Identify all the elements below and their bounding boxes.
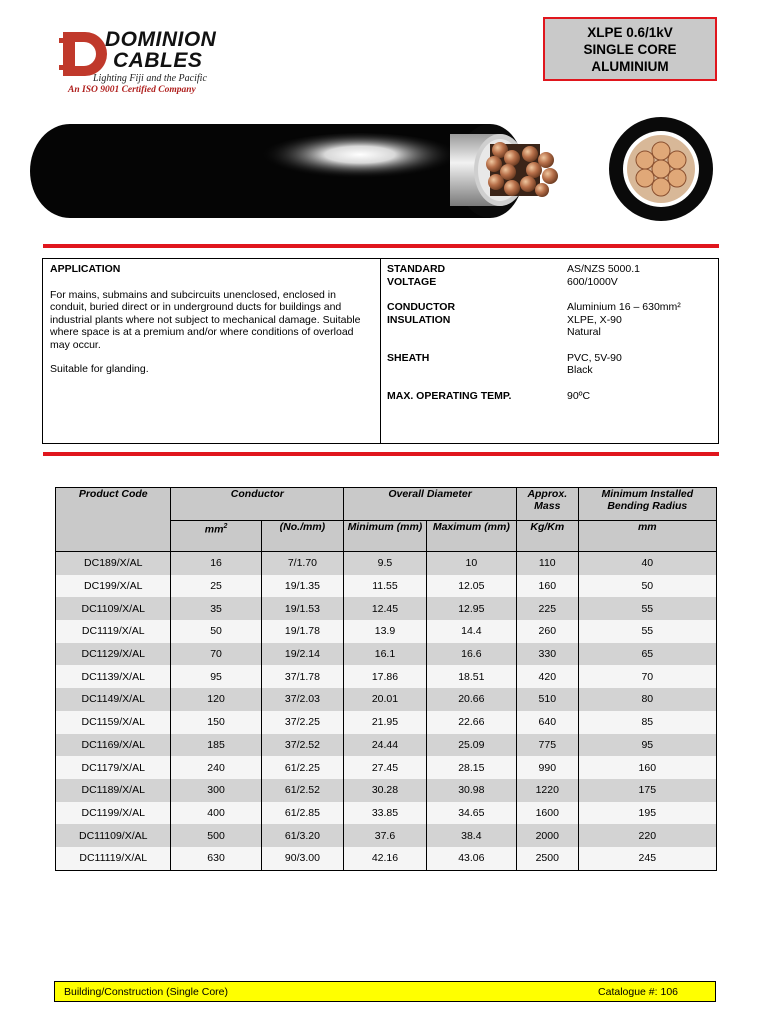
spec-value: Natural <box>567 326 601 338</box>
table-row <box>56 575 717 598</box>
header-kgkm: Kg/Km <box>516 521 578 552</box>
table-cell: 24.44 <box>344 734 427 757</box>
table-cell: 22.66 <box>426 711 516 734</box>
table-cell: 37.6 <box>344 824 427 847</box>
spec-voltage <box>387 276 717 289</box>
table-cell: 19/2.14 <box>261 643 344 666</box>
header-minimum: Minimum (mm) <box>344 521 427 552</box>
spec-label: VOLTAGE <box>387 275 437 288</box>
table-cell: 42.16 <box>344 847 427 870</box>
table-row <box>56 688 717 711</box>
table-cell: 50 <box>171 620 261 643</box>
table-cell: 20.01 <box>344 688 427 711</box>
table-cell: 25.09 <box>426 734 516 757</box>
application-heading: APPLICATION <box>50 263 121 275</box>
table-cell: 70 <box>171 643 261 666</box>
footer-catalogue-number: Catalogue #: 106 <box>598 986 678 998</box>
table-row <box>56 802 717 825</box>
table-cell: 17.86 <box>344 665 427 688</box>
header-product-code: Product Code <box>56 488 171 552</box>
logo-name-line1: DOMINION <box>105 28 217 51</box>
header-mm2 <box>171 521 261 552</box>
spec-value: XLPE, X-90 <box>567 313 622 326</box>
table-cell: 25 <box>171 575 261 598</box>
table-cell: 55 <box>578 597 716 620</box>
table-cell: 20.66 <box>426 688 516 711</box>
table-row <box>56 734 717 757</box>
spec-value: Aluminium 16 – 630mm² <box>567 301 681 313</box>
spec-label: STANDARD <box>387 263 446 275</box>
table-cell: 61/3.20 <box>261 824 344 847</box>
product-code-cell: DC189/X/AL <box>56 552 171 575</box>
product-code-cell: DC11119/X/AL <box>56 847 171 870</box>
header-mm: mm <box>578 521 716 552</box>
table-cell: 33.85 <box>344 802 427 825</box>
table-cell: 10 <box>426 552 516 575</box>
cable-side-illustration <box>30 120 570 220</box>
product-code-cell: DC1199/X/AL <box>56 802 171 825</box>
table-cell: 7/1.70 <box>261 552 344 575</box>
table-cell: 37/2.03 <box>261 688 344 711</box>
spec-label: MAX. OPERATING TEMP. <box>387 389 512 402</box>
table-cell: 19/1.53 <box>261 597 344 620</box>
spec-sheath-colour <box>387 364 717 377</box>
table-cell: 95 <box>578 734 716 757</box>
table-cell: 95 <box>171 665 261 688</box>
table-cell: 185 <box>171 734 261 757</box>
table-cell: 9.5 <box>344 552 427 575</box>
table-cell: 260 <box>516 620 578 643</box>
application-glanding: Suitable for glanding. <box>50 363 149 375</box>
table-cell: 420 <box>516 665 578 688</box>
spec-value: 600/1000V <box>567 275 618 288</box>
info-box <box>42 258 719 444</box>
table-row <box>56 620 717 643</box>
cable-specification-table <box>55 487 717 871</box>
spec-standard <box>387 263 717 276</box>
header-approx-mass: Approx. Mass <box>516 488 578 521</box>
product-code-cell: DC1129/X/AL <box>56 643 171 666</box>
red-divider-bottom <box>43 452 719 456</box>
application-text: For mains, submains and subcircuits unenclosed, enclosed in conduit, buried direct or in underground ducts for buildings and industrial plants where not subject to mechanical damage. Suitable where space is at a premium and/or where conditions of overload may occur. <box>50 288 361 351</box>
product-title-box <box>543 17 717 81</box>
table-cell: 19/1.78 <box>261 620 344 643</box>
cable-cross-section <box>608 116 714 222</box>
table-cell: 110 <box>516 552 578 575</box>
title-line2: SINGLE CORE <box>583 42 677 57</box>
table-cell: 19/1.35 <box>261 575 344 598</box>
table-cell: 775 <box>516 734 578 757</box>
table-cell: 12.45 <box>344 597 427 620</box>
spec-conductor <box>387 301 717 314</box>
spec-value: AS/NZS 5000.1 <box>567 263 640 275</box>
table-cell: 28.15 <box>426 756 516 779</box>
table-cell: 38.4 <box>426 824 516 847</box>
header-conductor: Conductor <box>171 488 344 521</box>
header-mm2-sup: 2 <box>223 523 228 530</box>
table-row <box>56 824 717 847</box>
table-cell: 330 <box>516 643 578 666</box>
table-row <box>56 597 717 620</box>
spec-sheath <box>387 352 717 365</box>
table-cell: 27.45 <box>344 756 427 779</box>
footer-bar <box>54 981 716 1002</box>
spec-label: CONDUCTOR <box>387 301 456 313</box>
table-cell: 160 <box>516 575 578 598</box>
table-row <box>56 552 717 575</box>
table-cell: 11.55 <box>344 575 427 598</box>
spec-value: PVC, 5V-90 <box>567 351 622 364</box>
table-cell: 16.6 <box>426 643 516 666</box>
header-maximum: Maximum (mm) <box>426 521 516 552</box>
table-cell: 2500 <box>516 847 578 870</box>
table-cell: 245 <box>578 847 716 870</box>
spec-value: Black <box>567 364 593 376</box>
table-row <box>56 643 717 666</box>
logo-iso: An ISO 9001 Certified Company <box>68 85 196 95</box>
table-cell: 37/1.78 <box>261 665 344 688</box>
table-cell: 16 <box>171 552 261 575</box>
product-code-cell: DC1139/X/AL <box>56 665 171 688</box>
table-cell: 34.65 <box>426 802 516 825</box>
table-cell: 640 <box>516 711 578 734</box>
spec-insulation <box>387 314 717 327</box>
table-cell: 35 <box>171 597 261 620</box>
table-cell: 61/2.25 <box>261 756 344 779</box>
table-cell: 160 <box>578 756 716 779</box>
logo-tagline: Lighting Fiji and the Pacific <box>93 73 207 84</box>
logo-name-line2: CABLES <box>113 49 203 72</box>
table-cell: 630 <box>171 847 261 870</box>
table-cell: 43.06 <box>426 847 516 870</box>
spec-insulation-colour <box>387 326 717 339</box>
product-code-cell: DC11109/X/AL <box>56 824 171 847</box>
table-cell: 65 <box>578 643 716 666</box>
table-cell: 30.28 <box>344 779 427 802</box>
product-code-cell: DC1179/X/AL <box>56 756 171 779</box>
table-cell: 400 <box>171 802 261 825</box>
red-divider-top <box>43 244 719 248</box>
table-cell: 16.1 <box>344 643 427 666</box>
table-cell: 120 <box>171 688 261 711</box>
table-cell: 2000 <box>516 824 578 847</box>
spec-label: SHEATH <box>387 351 430 364</box>
table-cell: 55 <box>578 620 716 643</box>
product-code-cell: DC1119/X/AL <box>56 620 171 643</box>
spec-value: 90ºC <box>567 389 591 402</box>
table-cell: 225 <box>516 597 578 620</box>
specifications-panel <box>387 263 717 402</box>
table-cell: 13.9 <box>344 620 427 643</box>
spec-temp <box>387 390 717 403</box>
table-cell: 18.51 <box>426 665 516 688</box>
table-cell: 61/2.85 <box>261 802 344 825</box>
table-cell: 80 <box>578 688 716 711</box>
product-code-cell: DC199/X/AL <box>56 575 171 598</box>
header-min-bending-radius: Minimum Installed Bending Radius <box>578 488 716 521</box>
title-line1: XLPE 0.6/1kV <box>587 25 673 40</box>
product-code-cell: DC1159/X/AL <box>56 711 171 734</box>
table-cell: 175 <box>578 779 716 802</box>
table-cell: 21.95 <box>344 711 427 734</box>
table-cell: 90/3.00 <box>261 847 344 870</box>
title-line3: ALUMINIUM <box>591 59 669 74</box>
table-row <box>56 779 717 802</box>
table-cell: 195 <box>578 802 716 825</box>
table-cell: 61/2.52 <box>261 779 344 802</box>
header-mm2-text: mm <box>204 523 224 536</box>
table-cell: 12.95 <box>426 597 516 620</box>
table-cell: 300 <box>171 779 261 802</box>
table-cell: 1600 <box>516 802 578 825</box>
table-row <box>56 711 717 734</box>
header-no-mm: (No./mm) <box>261 521 344 552</box>
product-code-cell: DC1169/X/AL <box>56 734 171 757</box>
table-cell: 70 <box>578 665 716 688</box>
table-cell: 990 <box>516 756 578 779</box>
table-cell: 150 <box>171 711 261 734</box>
product-code-cell: DC1189/X/AL <box>56 779 171 802</box>
table-cell: 37/2.52 <box>261 734 344 757</box>
table-cell: 40 <box>578 552 716 575</box>
table-cell: 37/2.25 <box>261 711 344 734</box>
header-overall-diameter: Overall Diameter <box>344 488 517 521</box>
table-cell: 240 <box>171 756 261 779</box>
table-row <box>56 756 717 779</box>
table-cell: 220 <box>578 824 716 847</box>
footer-category: Building/Construction (Single Core) <box>64 986 228 998</box>
table-cell: 12.05 <box>426 575 516 598</box>
table-row <box>56 847 717 870</box>
table-cell: 30.98 <box>426 779 516 802</box>
table-cell: 500 <box>171 824 261 847</box>
table-cell: 1220 <box>516 779 578 802</box>
spec-label: INSULATION <box>387 313 451 326</box>
application-panel <box>43 259 381 443</box>
table-cell: 85 <box>578 711 716 734</box>
table-cell: 14.4 <box>426 620 516 643</box>
product-code-cell: DC1109/X/AL <box>56 597 171 620</box>
table-cell: 50 <box>578 575 716 598</box>
table-row <box>56 665 717 688</box>
table-cell: 510 <box>516 688 578 711</box>
product-code-cell: DC1149/X/AL <box>56 688 171 711</box>
company-logo <box>53 22 243 100</box>
